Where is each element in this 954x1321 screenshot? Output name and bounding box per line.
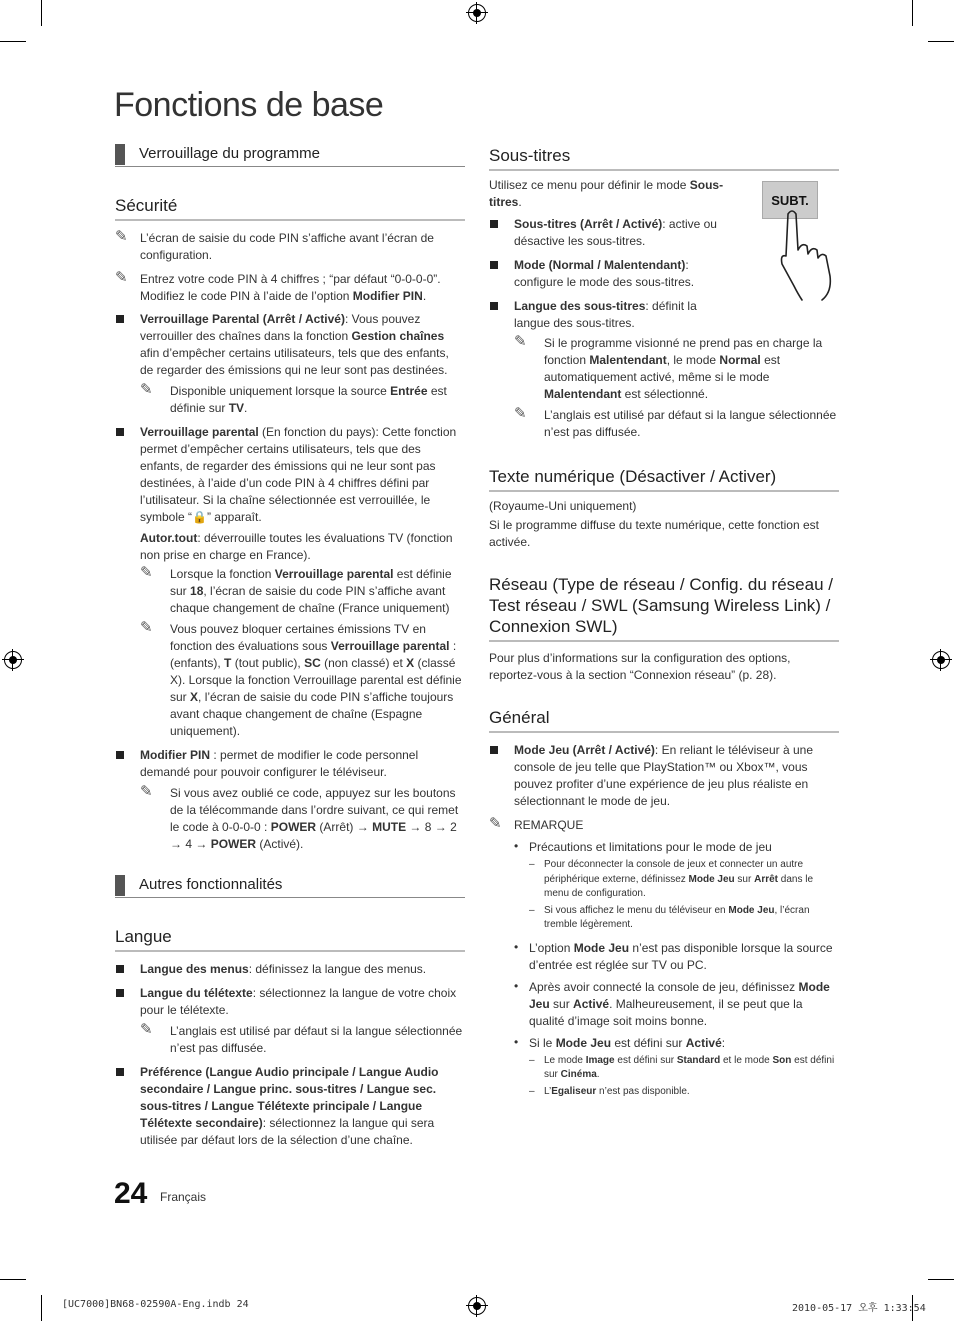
left-column [115,145,465,1149]
pencil-note-icon: ✎ [514,405,527,422]
pencil-note-icon: ✎ [514,333,527,350]
crop-mark [41,0,42,26]
pencil-note-icon: ✎ [140,564,153,581]
registration-mark-icon [932,651,950,669]
page-number: 24 [114,1177,148,1210]
bullet-item: Mode (Normal / Malentendant): configure le mode des sous-titres. [489,257,725,291]
section-heading-general: Général [489,707,839,733]
pencil-note-icon: ✎ [140,783,153,800]
sub-list-item: – L’Egaliseur n’est pas disponible. [529,1085,839,1100]
registration-mark-icon [468,1297,486,1315]
bullet-item: Modifier PIN : permet de modifier le code personnel demandé pour pouvoir configurer le téléviseur. [115,747,465,781]
sub-list-item: – Le mode Image est défini sur Standard et le mode Son est défini sur Cinéma. [529,1054,839,1083]
print-date-info: 2010-05-17 오후 1:33:54 [792,1303,926,1314]
section-heading-sous-titres: Sous-titres [489,145,839,171]
pencil-note-icon: ✎ [489,815,502,832]
lock-icon: 🔒 [192,510,207,524]
list-item: • Après avoir connecté la console de jeu, définissez Mode Jeu sur Activé. Malheureusement, il se peut que la qualité d’image soit moins bonne. [514,979,839,1030]
sub-list-item: – Pour déconnecter la console de jeux et connecter un autre périphérique externe, définissez Mode Jeu sur Arrêt dans le menu de configuration. [529,858,839,902]
bullet-item: Verrouillage parental (En fonction du pays): Cette fonction permet d’empêcher certains utilisateurs, tels que des enfants, de regarder des émissions qui ne leur sont pas destinées, à l’aide d’un code PIN à 4 chiffres défini par l’utilisateur. Si la chaîne sélectionnée est verrouillée, le symbole “🔒” apparaît. [115,424,465,526]
section-heading-langue: Langue [115,926,465,952]
subsection-heading: Autres fonctionnalités [115,876,465,898]
note: ✎ Si le programme visionné ne prend pas en charge la fonction Malentendant, le mode Normal est automatiquement activé, même si le mode Malentendant est sélectionné. [514,333,823,401]
bullet-item: Préférence (Langue Audio principale / Langue Audio secondaire / Langue princ. sous-titres / Langue sec. sous-titres / Langue Télétexte principale / Langue Télétexte secondaire): sélectionnez la langue qui sera utilisée par défaut lors de la sélection d’une chaîne. [115,1064,465,1149]
note: ✎ Lorsque la fonction Verrouillage parental est définie sur 18, l’écran de saisie du code PIN s’affiche avant chaque changement de chaîne (France uniquement) [140,564,452,615]
crop-mark [928,41,954,42]
section-heading-texte-numerique: Texte numérique (Désactiver / Activer) [489,466,839,492]
pencil-note-icon: ✎ [115,228,128,245]
paragraph: (Royaume-Uni uniquement) [489,499,637,513]
crop-mark [0,1279,26,1280]
registration-mark-icon [468,4,486,22]
bullet-item: Langue des menus: définissez la langue des menus. [115,961,465,978]
list-item: • L’option Mode Jeu n’est pas disponible lorsque la source d’entrée est réglée sur TV ou PC. [514,940,839,974]
bullet-item: Verrouillage Parental (Arrêt / Activé): Vous pouvez verrouiller des chaînes dans la fonction Gestion chaînes afin d’empêcher certains utilisateurs, tels que des enfants, de regarder des émissions qui ne leur sont pas destinées. [115,311,465,379]
sub-list-item: – Si vous affichez le menu du téléviseur en Mode Jeu, l’écran tremble légèrement. [529,904,839,933]
paragraph: Utilisez ce menu pour définir le mode Sous-titres. [489,178,724,209]
subt-remote-button: SUBT. [762,181,818,219]
page-language: Français [160,1190,207,1204]
page-title: Fonctions de base [114,86,384,124]
pencil-note-icon: ✎ [140,1021,153,1038]
bullet-item: Langue du télétexte: sélectionnez la langue de votre choix pour le télétexte. [115,985,465,1019]
registration-mark-icon [4,651,22,669]
section-heading-reseau: Réseau (Type de réseau / Config. du réseau / Test réseau / SWL (Samsung Wireless Link) / Connexion SWL) [489,574,839,642]
note-remarque: ✎ REMARQUE [489,815,584,832]
crop-mark [912,0,913,26]
pencil-note-icon: ✎ [115,269,128,286]
crop-mark [41,1295,42,1321]
list-item: • Si le Mode Jeu est défini sur Activé: [514,1035,839,1052]
section-heading-securite: Sécurité [115,195,465,221]
note: ✎ Disponible uniquement lorsque la source Entrée est définie sur TV. [140,381,447,415]
list-item: • Précautions et limitations pour le mode de jeu [514,839,839,856]
note: ✎ L’anglais est utilisé par défaut si la langue sélectionnée n’est pas diffusée. [140,1021,463,1055]
note: ✎ L’anglais est utilisé par défaut si la langue sélectionnée n’est pas diffusée. [514,405,837,439]
note: ✎ Vous pouvez bloquer certaines émissions TV en fonction des évaluations sous Verrouillage parental : (enfants), T (tout public), SC (non classé) et X (classé X). Lorsque la fonction Verrouillage parental est définie sur X, l’écran de saisie du code PIN s’affiche toujours avant chaque changement de chaîne (Espagne uniquement). [140,619,462,738]
paragraph: Autor.tout: déverrouille toutes les évaluations TV (fonction non prise en charge en France). [140,531,453,562]
paragraph: Pour plus d’informations sur la configuration des options, reportez-vous à la section “Connexion réseau” (p. 28). [489,651,791,682]
crop-mark [928,1279,954,1280]
paragraph: Si le programme diffuse du texte numérique, cette fonction est activée. [489,518,819,549]
pencil-note-icon: ✎ [140,619,153,636]
bullet-item: Mode Jeu (Arrêt / Activé): En reliant le téléviseur à une console de jeu telle que PlayStation™ ou Xbox™, vous pouvez profiter d’une expérience de jeu plus réaliste en sélectionnant le mode de jeu. [489,742,839,810]
crop-mark [0,41,26,42]
note: ✎ L’écran de saisie du code PIN s’affiche avant l’écran de configuration. [115,228,434,262]
bullet-item: Langue des sous-titres: définit la langue des sous-titres. [489,298,725,332]
bullet-item: Sous-titres (Arrêt / Activé): active ou désactive les sous-titres. [489,216,725,250]
subsection-heading: Verrouillage du programme [115,145,465,167]
pencil-note-icon: ✎ [140,381,153,398]
note: ✎ Si vous avez oublié ce code, appuyez sur les boutons de la télécommande dans l’ordre suivant, ce qui remet le code à 0-0-0-0 : POWER (Arrêt) → MUTE → 8 → 2 → 4 → POWER (Activé). [140,783,459,851]
pointing-hand-icon [780,206,840,302]
note: ✎ Entrez votre code PIN à 4 chiffres ; “par défaut “0-0-0-0”. Modifiez le code PIN à l’aide de l’option Modifier PIN. [115,269,441,303]
print-file-info: [UC7000]BN68-02590A-Eng.indb 24 [62,1299,249,1310]
